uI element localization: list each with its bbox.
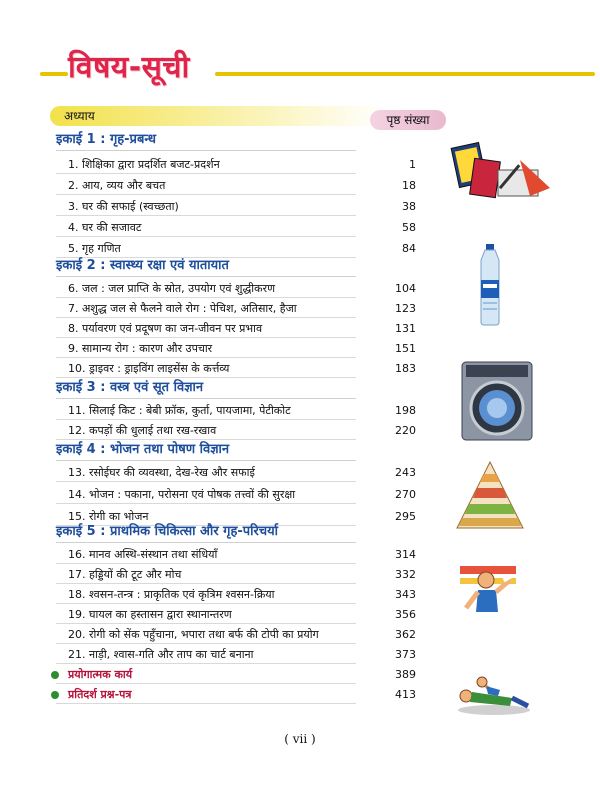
chapter-header: अध्याय bbox=[50, 106, 384, 126]
toc-row bbox=[56, 177, 416, 195]
toc-extra-row bbox=[56, 686, 416, 704]
toc-row-page: 58 bbox=[402, 221, 416, 234]
toc-row bbox=[56, 546, 416, 564]
toc-row-page: 131 bbox=[395, 322, 416, 335]
toc-row bbox=[56, 280, 416, 298]
toc-row bbox=[56, 464, 416, 482]
toc-row-label: 7. अशुद्ध जल से फैलने वाले रोग : पेचिश, अतिसार, हैजा bbox=[68, 302, 297, 315]
toc-row-page: 38 bbox=[402, 200, 416, 213]
toc-extra-page: 389 bbox=[395, 668, 416, 681]
toc-row-page: 314 bbox=[395, 548, 416, 561]
title-rule-left bbox=[40, 72, 68, 76]
toc-row bbox=[56, 156, 416, 174]
budget-books-icon bbox=[450, 140, 555, 210]
toc-row bbox=[56, 402, 416, 420]
unit-1-heading: इकाई 1 : गृह-प्रबन्ध bbox=[56, 132, 156, 147]
toc-row-page: 151 bbox=[395, 342, 416, 355]
toc-row-label: 17. हड्डियों की टूट और मोच bbox=[68, 568, 182, 581]
title-rule bbox=[215, 72, 595, 76]
toc-row-page: 104 bbox=[395, 282, 416, 295]
toc-row-label: 16. मानव अस्थि-संस्थान तथा संधियाँ bbox=[68, 548, 218, 561]
page-number-header: पृष्ठ संख्या bbox=[370, 110, 446, 130]
toc-row bbox=[56, 360, 416, 378]
food-pyramid-icon bbox=[455, 460, 525, 530]
toc-row-page: 332 bbox=[395, 568, 416, 581]
unit-3-rule bbox=[56, 398, 356, 399]
toc-row-label: 13. रसोईघर की व्यवस्था, देख-रेख और सफाई bbox=[68, 466, 255, 479]
toc-row-label: 8. पर्यावरण एवं प्रदूषण का जन-जीवन पर प्रभाव bbox=[68, 322, 263, 335]
toc-row-page: 373 bbox=[395, 648, 416, 661]
toc-row bbox=[56, 626, 416, 644]
bullet-icon bbox=[51, 671, 59, 679]
unit-2-heading: इकाई 2 : स्वास्थ्य रक्षा एवं यातायात bbox=[56, 258, 229, 273]
toc-row-page: 343 bbox=[395, 588, 416, 601]
unit-5-heading: इकाई 5 : प्राथमिक चिकित्सा और गृह-परिचर्या bbox=[56, 524, 279, 539]
toc-row bbox=[56, 300, 416, 318]
toc-row-page: 220 bbox=[395, 424, 416, 437]
toc-extra-row bbox=[56, 666, 416, 684]
toc-row-page: 270 bbox=[395, 488, 416, 501]
toc-row-page: 198 bbox=[395, 404, 416, 417]
toc-row-page: 18 bbox=[402, 179, 416, 192]
toc-row-label: 20. रोगी को सेंक पहुँचाना, भपारा तथा बर्फ की टोपी का प्रयोग bbox=[68, 628, 319, 641]
toc-row-label: 21. नाड़ी, श्वास-गति और ताप का चार्ट बनाना bbox=[68, 648, 254, 661]
washing-machine-icon bbox=[460, 360, 535, 442]
toc-row bbox=[56, 320, 416, 338]
toc-row-page: 243 bbox=[395, 466, 416, 479]
toc-row bbox=[56, 198, 416, 216]
toc-row-page: 183 bbox=[395, 362, 416, 375]
toc-row-page: 123 bbox=[395, 302, 416, 315]
toc-row bbox=[56, 586, 416, 604]
toc-row bbox=[56, 486, 416, 504]
toc-row-label: 11. सिलाई किट : बेबी फ्रॉक, कुर्ता, पायजामा, पेटीकोट bbox=[68, 404, 291, 417]
toc-row-label: 3. घर की सफाई (स्वच्छता) bbox=[68, 200, 179, 213]
title-bar bbox=[40, 35, 600, 95]
toc-row-label: 6. जल : जल प्राप्ति के स्रोत, उपयोग एवं शुद्धीकरण bbox=[68, 282, 276, 295]
toc-extra-label: प्रयोगात्मक कार्य bbox=[68, 668, 133, 681]
toc-row bbox=[56, 606, 416, 624]
toc-row-label: 2. आय, व्यय और बचत bbox=[68, 179, 166, 192]
toc-row-page: 362 bbox=[395, 628, 416, 641]
toc-row bbox=[56, 340, 416, 358]
toc-row-label: 4. घर की सजावट bbox=[68, 221, 142, 234]
toc-row bbox=[56, 646, 416, 664]
unit-4-heading: इकाई 4 : भोजन तथा पोषण विज्ञान bbox=[56, 442, 230, 457]
page-title: विषय-सूची bbox=[68, 50, 190, 85]
unit-3-heading: इकाई 3 : वस्त्र एवं सूत विज्ञान bbox=[56, 380, 204, 395]
toc-row-label: 18. श्वसन-तन्त्र : प्राकृतिक एवं कृत्रिम श्वसन-क्रिया bbox=[68, 588, 275, 601]
toc-row-label: 15. रोगी का भोजन bbox=[68, 510, 149, 523]
toc-row-page: 84 bbox=[402, 242, 416, 255]
toc-extra-label: प्रतिदर्श प्रश्न-पत्र bbox=[68, 688, 132, 701]
first-aid-person-icon bbox=[454, 676, 534, 716]
unit-2-rule bbox=[56, 276, 356, 277]
toc-row-label: 9. सामान्य रोग : कारण और उपचार bbox=[68, 342, 213, 355]
injured-person-icon bbox=[458, 560, 518, 620]
toc-row bbox=[56, 219, 416, 237]
toc-row-label: 1. शिक्षिका द्वारा प्रदर्शित बजट-प्रदर्शन bbox=[68, 158, 220, 171]
toc-row-label: 19. घायल का हस्तासन द्वारा स्थानान्तरण bbox=[68, 608, 232, 621]
unit-4-rule bbox=[56, 460, 356, 461]
toc-row-label: 10. ड्राइवर : ड्राइविंग लाइसेंस के कर्त्तव्य bbox=[68, 362, 230, 375]
bullet-icon bbox=[51, 691, 59, 699]
toc-row bbox=[56, 422, 416, 440]
page-footer: ( vii ) bbox=[284, 732, 316, 746]
toc-extra-page: 413 bbox=[395, 688, 416, 701]
toc-row-label: 12. कपड़ों की धुलाई तथा रख-रखाव bbox=[68, 424, 217, 437]
toc-row-label: 5. गृह गणित bbox=[68, 242, 121, 255]
water-bottle-icon bbox=[474, 244, 506, 326]
unit-5-rule bbox=[56, 542, 356, 543]
toc-row-page: 356 bbox=[395, 608, 416, 621]
toc-row-page: 295 bbox=[395, 510, 416, 523]
unit-1-rule bbox=[56, 150, 356, 151]
toc-row-page: 1 bbox=[409, 158, 416, 171]
toc-row-label: 14. भोजन : पकाना, परोसना एवं पोषक तत्त्वों की सुरक्षा bbox=[68, 488, 296, 501]
toc-row bbox=[56, 566, 416, 584]
